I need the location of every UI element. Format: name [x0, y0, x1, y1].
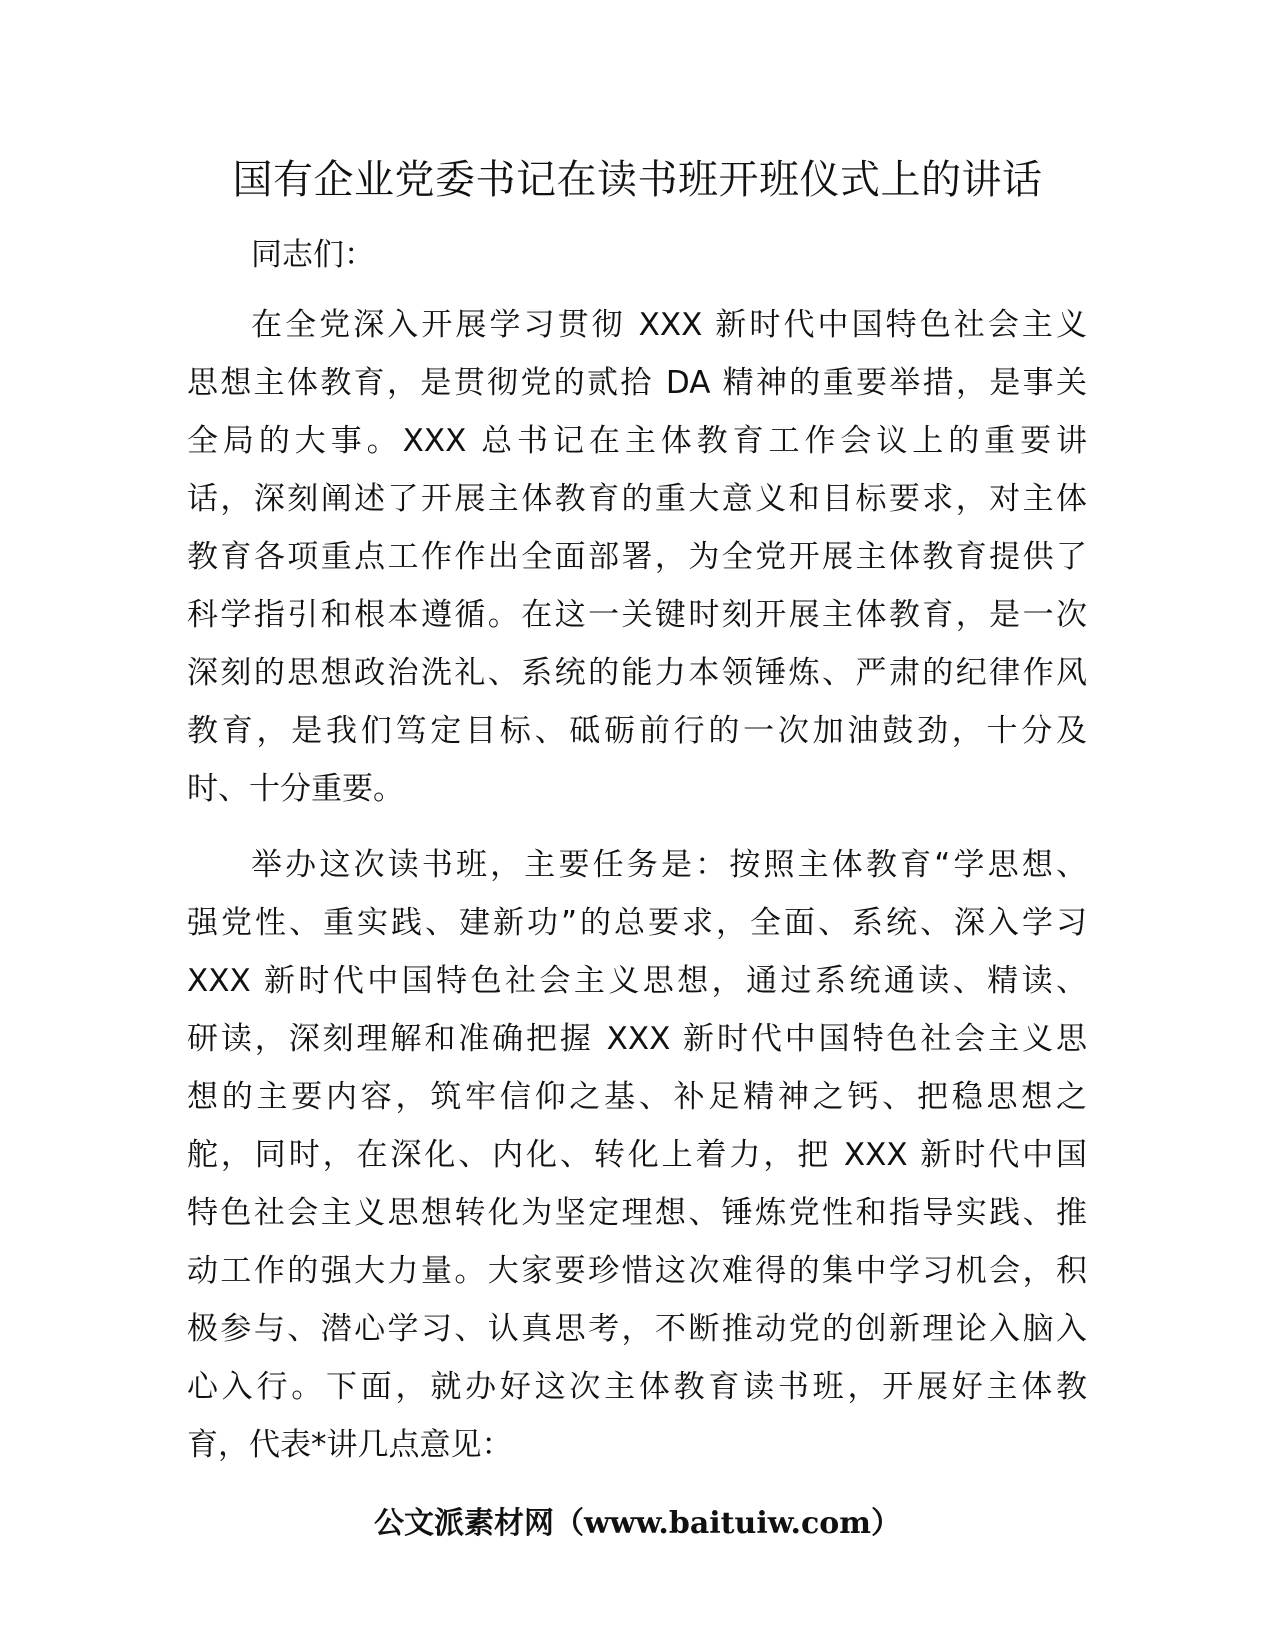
paragraph-line: 研读，深刻理解和准确把握 XXX 新时代中国特色社会主义思: [187, 1021, 1087, 1057]
paragraph-line: 举办这次读书班，主要任务是：按照主体教育“学思想、: [251, 847, 1087, 883]
paragraph-line: 教育各项重点工作作出全面部署，为全党开展主体教育提供了: [187, 539, 1087, 575]
paragraph-line: XXX 新时代中国特色社会主义思想，通过系统通读、精读、: [187, 963, 1087, 999]
greeting: 同志们：: [251, 237, 375, 273]
paragraph-line: 育，代表*讲几点意见：: [187, 1427, 513, 1463]
paragraph-line: 深刻的思想政治洗礼、系统的能力本领锤炼、严肃的纪律作风: [187, 655, 1087, 691]
footer-source: 公文派素材网（www.baituiw.com）: [373, 1506, 902, 1541]
paragraph-line: 科学指引和根本遵循。在这一关键时刻开展主体教育，是一次: [187, 597, 1087, 633]
paragraph-line: 教育，是我们笃定目标、砥砺前行的一次加油鼓劲，十分及: [187, 713, 1087, 749]
paragraph-line: 思想主体教育，是贯彻党的贰拾 DA 精神的重要举措，是事关: [187, 365, 1087, 401]
paragraph-line: 全局的大事。XXX 总书记在主体教育工作会议上的重要讲: [187, 423, 1087, 459]
paragraph-line: 特色社会主义思想转化为坚定理想、锤炼党性和指导实践、推: [187, 1195, 1087, 1231]
paragraph-2: [187, 836, 1087, 1474]
paragraph-line: 在全党深入开展学习贯彻 XXX 新时代中国特色社会主义: [251, 307, 1087, 343]
document-title: 国有企业党委书记在读书班开班仪式上的讲话: [232, 157, 1043, 203]
paragraph-line: 强党性、重实践、建新功”的总要求，全面、系统、深入学习: [187, 905, 1087, 941]
paragraph-line: 极参与、潜心学习、认真思考，不断推动党的创新理论入脑入: [187, 1311, 1087, 1347]
paragraph-line: 动工作的强大力量。大家要珍惜这次难得的集中学习机会，积: [187, 1253, 1087, 1289]
paragraph-line: 心入行。下面，就办好这次主体教育读书班，开展好主体教: [187, 1369, 1087, 1405]
paragraph-line: 时、十分重要。: [187, 771, 404, 807]
paragraph-line: 想的主要内容，筑牢信仰之基、补足精神之钙、把稳思想之: [187, 1079, 1087, 1115]
paragraph-line: 舵，同时，在深化、内化、转化上着力，把 XXX 新时代中国: [187, 1137, 1087, 1173]
paragraph-1: [187, 296, 1087, 818]
paragraph-line: 话，深刻阐述了开展主体教育的重大意义和目标要求，对主体: [187, 481, 1087, 517]
